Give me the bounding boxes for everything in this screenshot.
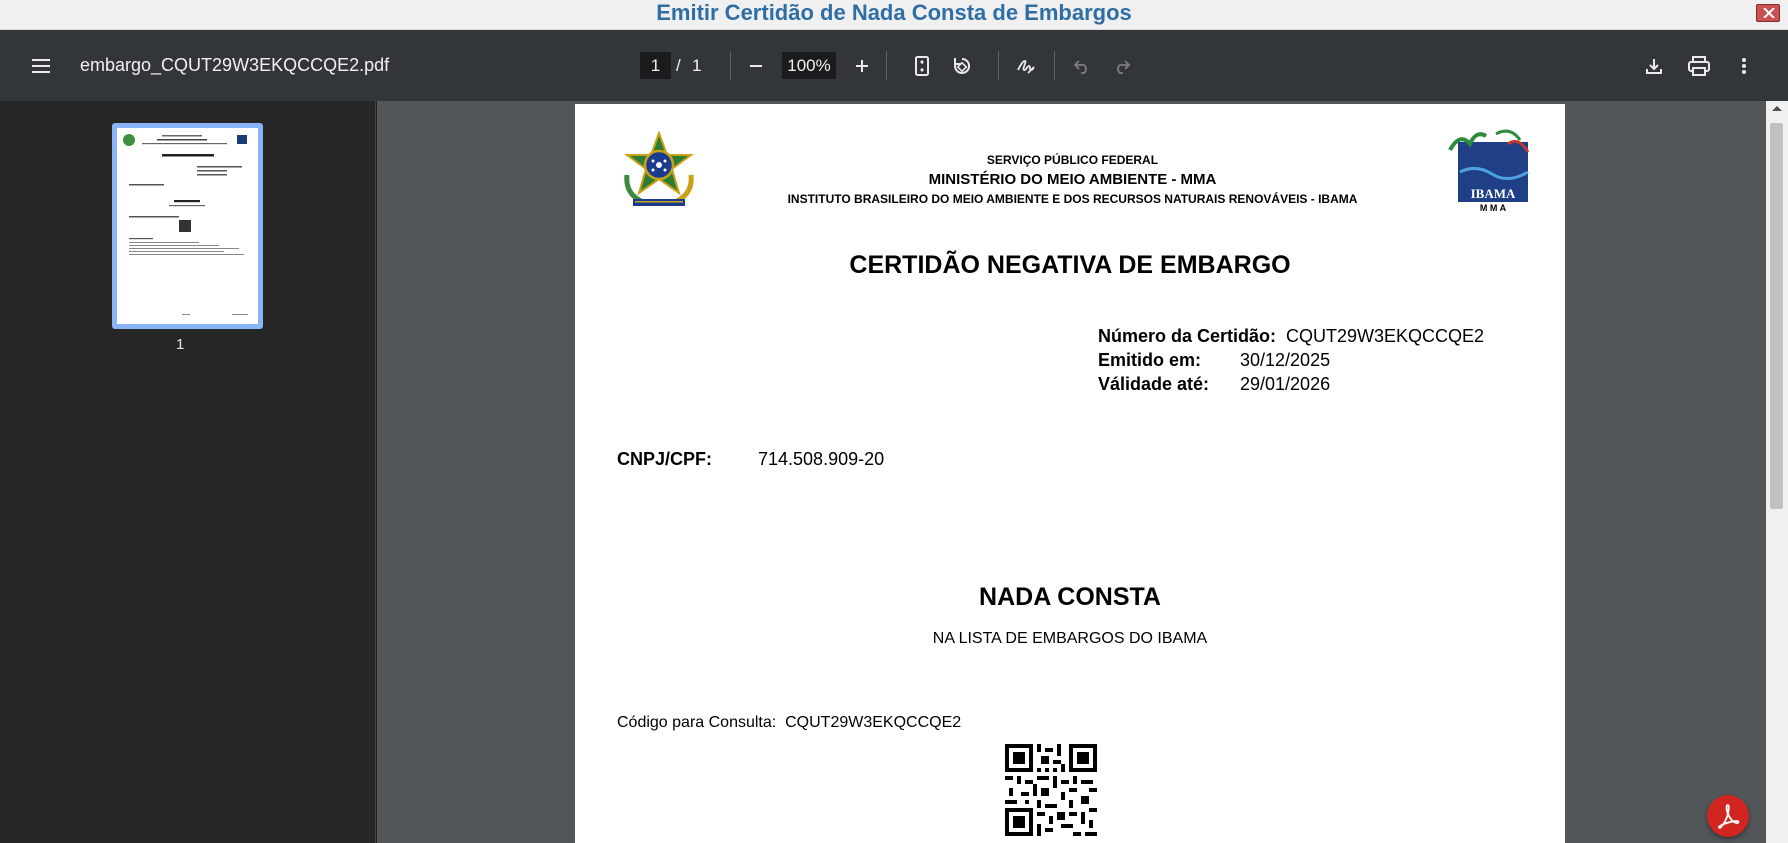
- zoom-out-button[interactable]: [742, 30, 770, 101]
- toolbar-divider: [730, 51, 731, 80]
- consulta-code-label: Código para Consulta:: [617, 714, 777, 731]
- print-icon: [1688, 56, 1710, 76]
- nada-consta-heading: NADA CONSTA: [979, 583, 1161, 611]
- redo-button[interactable]: [1108, 30, 1136, 101]
- vertical-scrollbar[interactable]: [1766, 101, 1788, 843]
- valid-until-value: 29/01/2026: [1240, 374, 1331, 394]
- zoom-out-icon: [748, 58, 764, 74]
- toolbar-divider: [1054, 51, 1055, 80]
- valid-until-label: Válidade até:: [1098, 374, 1210, 394]
- annotate-button[interactable]: [1012, 30, 1040, 101]
- pdf-toolbar: [0, 30, 1788, 101]
- undo-icon: [1073, 58, 1091, 74]
- document-filename: embargo_CQUT29W3EKQCCQE2.pdf: [80, 55, 390, 75]
- scrollbar-thumb[interactable]: [1770, 123, 1783, 509]
- print-button[interactable]: [1684, 30, 1714, 101]
- dialog-title: Emitir Certidão de Nada Consta de Embargos: [656, 0, 1132, 25]
- issued-date-label: Emitido em:: [1098, 350, 1202, 370]
- ibama-logo-subtext: M M A: [1479, 203, 1507, 213]
- rotate-button[interactable]: [948, 30, 976, 101]
- scroll-up-arrow-icon[interactable]: [1771, 104, 1783, 112]
- consulta-code: [617, 714, 961, 732]
- header-line-1: SERVIÇO PÚBLICO FEDERAL: [986, 153, 1159, 167]
- certificate-number-label: Número da Certidão:: [1098, 326, 1277, 346]
- zoom-in-button[interactable]: [848, 30, 876, 101]
- close-icon: [1763, 8, 1775, 18]
- zoom-in-icon: [854, 58, 870, 74]
- zoom-level-input[interactable]: 100%: [782, 52, 836, 79]
- thumbnail-page-preview: [117, 128, 258, 324]
- certificate-title: CERTIDÃO NEGATIVA DE EMBARGO: [849, 251, 1291, 279]
- issued-date-value: 30/12/2025: [1240, 350, 1331, 370]
- current-page-input[interactable]: 1: [640, 52, 671, 79]
- download-icon: [1645, 57, 1663, 75]
- pdf-page: [575, 104, 1565, 843]
- header-line-2: MINISTÉRIO DO MEIO AMBIENTE - MMA: [928, 171, 1217, 188]
- redo-icon: [1113, 58, 1131, 74]
- thumbnail-preview-graphic: [117, 128, 258, 324]
- page-separator: /: [676, 56, 681, 75]
- document-viewport[interactable]: [377, 101, 1766, 843]
- menu-icon: [31, 58, 51, 74]
- consulta-code-value: CQUT29W3EKQCCQE2: [785, 714, 962, 731]
- dialog-title-bar: [0, 0, 1788, 30]
- qr-code: [1005, 744, 1097, 836]
- undo-button[interactable]: [1068, 30, 1096, 101]
- thumbnail-page-number: 1: [176, 336, 185, 353]
- cnpj-cpf-value: 714.508.909-20: [758, 449, 885, 469]
- download-button[interactable]: [1640, 30, 1668, 101]
- fit-page-button[interactable]: [908, 30, 936, 101]
- certificate-number-value: CQUT29W3EKQCCQE2: [1286, 326, 1485, 346]
- annotate-icon: [1016, 57, 1036, 75]
- ibama-logo-text: IBAMA: [1470, 186, 1516, 201]
- toolbar-divider: [998, 51, 999, 80]
- acrobat-icon: [1716, 803, 1740, 829]
- acrobat-button[interactable]: [1707, 795, 1749, 837]
- ibama-logo: [1446, 126, 1532, 218]
- fit-page-icon: [914, 56, 930, 76]
- nada-consta-subheading: NA LISTA DE EMBARGOS DO IBAMA: [932, 630, 1208, 647]
- dialog-close-button[interactable]: [1756, 4, 1780, 22]
- total-pages: 1: [692, 56, 702, 75]
- page-thumbnail[interactable]: [112, 123, 263, 329]
- cnpj-cpf-label: CNPJ/CPF:: [617, 449, 713, 469]
- more-icon: [1741, 57, 1747, 75]
- rotate-icon: [952, 56, 972, 76]
- toolbar-divider: [886, 51, 887, 80]
- menu-button[interactable]: [26, 30, 56, 101]
- header-line-3: INSTITUTO BRASILEIRO DO MEIO AMBIENTE E DOS RECURSOS NATURAIS RENOVÁVEIS - IBAMA: [787, 192, 1358, 206]
- more-actions-button[interactable]: [1730, 30, 1758, 101]
- thumbnail-sidebar: [0, 101, 376, 843]
